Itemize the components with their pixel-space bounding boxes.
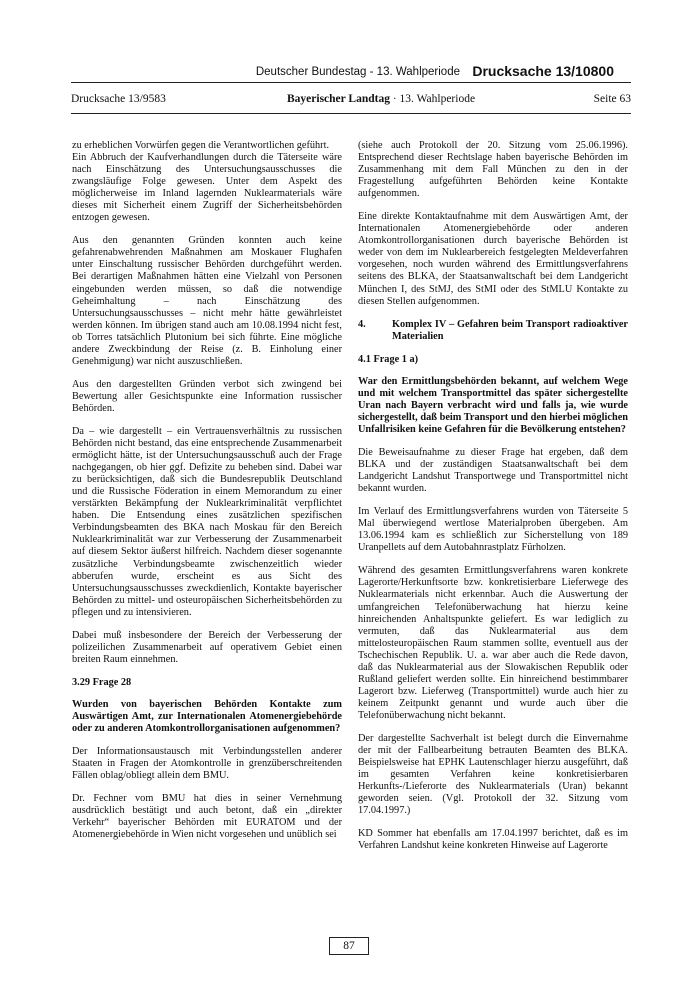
running-head-rule [71, 113, 631, 114]
running-head [71, 93, 631, 109]
paragraph: Im Verlauf des Ermittlungsverfahrens wurden von Täterseite 5 Mal überwiegend wertlose Materialproben übergeben. Am 13.06.1994 kam es schließlich zur Sicherstellung von 189 Uranpellets auf dem Autobahnrastplatz Fürholzen. [358, 506, 628, 554]
bundestag-header [0, 64, 700, 84]
paragraph: Aus den dargestellten Gründen verbot sich zwingend bei Bewertung aller Gesichtspunkte eine Information russischer Behörden. [72, 378, 342, 414]
paragraph: Eine direkte Kontaktaufnahme mit dem Auswärtigen Amt, der Internationalen Atomenergiebehörde oder anderen Atomkontrollorganisationen durch bayerische Behörden ist weder von dem im Nuklearbereich festgelegten Meldeverfahren vorgesehen, noch wurden während des Ermittlungsverfahrens seitens des BLKA, der Staatsanwaltschaft bei dem Landgericht München I, des StMJ, des StMI oder des StMLU Kontakte zu diesen Stellen aufgenommen. [358, 211, 628, 307]
chapter-title: Komplex IV – Gefahren beim Transport radioaktiver Materialien [392, 318, 628, 342]
running-head-landtag: Bayerischer Landtag [287, 93, 390, 105]
bundestag-title: Deutscher Bundestag - 13. Wahlperiode [255, 66, 460, 78]
paragraph: Da – wie dargestellt – ein Vertrauensverhältnis zu russischen Behörden nicht bestand, das eine entsprechende Zusammenarbeit ermöglicht hätte, ist der Untersuchungsausschuß auch der Frage nachgegangen, ob hier ggf. Defizite zu beheben sind. Dabei war zu berücksichtigen, daß sich die Bundesrepublik Deutschland und die Russische Föderation in einem Memorandum zu einer verstärkten Bekämpfung der Nuklearkriminalität verpflichtet haben. Die Entsendung eines zusätzlichen spezifischen Verbindungsbeamten des BKA nach Moskau für den Bereich Nuklearkriminalität war zur Verbesserung der Zusammenarbeit auf diesem Sektor äußerst hilfreich. Nachdem dieser sogenannte zusätzliche Verbindungsbeamte zwischenzeitlich wieder abberufen wurde, erscheint es aus Sicht des Untersuchungsausschusses zweckdienlich, Kontakte bayerischer Behörden zu mittel- und osteuropäischen Sicherheitsbehörden zu pflegen und zu intensivieren. [72, 425, 342, 618]
paragraph: KD Sommer hat ebenfalls am 17.04.1997 berichtet, daß es im Verfahren Landshut keine konkreten Hinweise auf Lagerorte [358, 828, 628, 852]
running-head-drucksache: Drucksache 13/9583 [71, 93, 166, 105]
paragraph: Der dargestellte Sachverhalt ist belegt durch die Einvernahme der mit der Fallbearbeitung betrauten Beamten des BLKA. Beispielsweise hat EPHK Lautenschlager hierzu ausgeführt, daß im gesamten Verfahren keine konkretisierbaren Herkunfts-/Lieferorte des Nuklearmaterials (Uran) bekannt geworden seien. (Vgl. Protokoll der 32. Sitzung vom 17.04.1997.) [358, 732, 628, 817]
section-heading: 3.29 Frage 28 [72, 676, 132, 688]
paragraph: Dr. Fechner vom BMU hat dies in seiner Vernehmung ausdrücklich bestätigt und auch betont, daß ein „direkter Verkehr“ bayerischer Behörden mit EURATOM und der Atomenergiebehörde in Wien nicht vorgesehen und unüblich sei [72, 793, 342, 841]
drucksache-number: Drucksache 13/10800 [472, 63, 614, 79]
left-column [72, 140, 342, 852]
question-text: War den Ermittlungsbehörden bekannt, auf welchem Wege und mit welchem Transportmittel das später sichergestellte Uran nach Bayern verbracht wird und falls ja, wie wurde sichergestellt, daß beim Transport und den hierbei möglichen Unfallrisiken keine Gefahren für die Bevölkerung entstehen? [358, 375, 628, 435]
paragraph: (siehe auch Protokoll der 20. Sitzung vom 25.06.1996). Entsprechend dieser Rechtslage haben bayerische Behörden im Zusammenhang mit dem Fall München zu den in der Fragestellung aufgeführten Behörden keine Kontakte aufgenommen. [358, 140, 628, 200]
running-head-page: Seite 63 [593, 93, 631, 105]
running-head-center [287, 93, 475, 105]
paragraph: Ein Abbruch der Kaufverhandlungen durch die Täterseite wäre nach Einschätzung des Untersuchungsausschusses die zwangsläufige Folge gewesen. Unter dem Aspekt des möglicherweise im Inland lagernden Nuklearmaterials wäre dieses mit Sicherheit einem Zugriff der Sicherheitsbehörden entzogen gewesen. [72, 152, 342, 224]
right-column [358, 140, 628, 863]
question-text: Wurden von bayerischen Behörden Kontakte zum Auswärtigen Amt, zur Internationalen Atomenergiebehörde oder zu anderen Atomkontrollorganisationen aufgenommen? [72, 698, 342, 735]
chapter-heading [358, 319, 628, 343]
chapter-number: 4. [358, 318, 366, 330]
paragraph: Die Beweisaufnahme zu dieser Frage hat ergeben, daß dem BLKA und der zuständigen Staatsanwaltschaft bei dem Landgericht Landshut Transportwege und Transportmittel nicht bekannt wurden. [358, 446, 628, 495]
paragraph: Während des gesamten Ermittlungsverfahrens waren konkrete Lagerorte/Herkunftsorte bzw. konkretisierbare Lieferwege des Nuklearmaterials nicht erkennbar. Auch die Auswertung der umfangreichen Telefonüberwachung hat hierzu keine hinreichenden Anhaltspunkte geliefert. Es war lediglich zu vermuten, daß das Nuklearmaterial aus dem mittelosteuropäischen Raum stammen sollte, eventuell aus der Tschechischen Republik. U. a. war aber auch die Rede davon, daß das Nuklearmaterial aus der Slowakischen Republik oder Rußland geliefert werden sollte. Ein hinreichend bestimmbarer Lagerort bzw. Lieferweg (Transportmittel) wurde auch hier zu keinem Zeitpunkt genannt und wurde auch über die Telefonüberwachung nicht bekannt. [358, 565, 628, 721]
header-rule [71, 82, 631, 83]
section-heading: 4.1 Frage 1 a) [358, 353, 419, 365]
paragraph: zu erheblichen Vorwürfen gegen die Verantwortlichen geführt. [72, 140, 330, 151]
running-head-period: · 13. Wahlperiode [392, 93, 476, 105]
page-number: 87 [329, 937, 369, 955]
paragraph: Aus den genannten Gründen konnten auch keine gefahrenabwehrenden Maßnahmen am Moskauer Flughafen unter Einschaltung russischer Behörden durchgeführt werden. Bei derartigen Maßnahmen hätten eine Vielzahl von Personen eingebunden werden müssen, so daß die notwendige Geheimhaltung – nach Einschätzung des Untersuchungsausschusses – nicht mehr hätte gewährleistet werden können. Im übrigen stand auch am 10.08.1994 nicht fest, ob Torres tatsächlich Plutonium bei sich führte. Eine mögliche andere Zweckbindung der Reise (z. B. Einholung einer Genehmigung) war nicht auszuschließen. [72, 235, 342, 367]
paragraph: Dabei muß insbesondere der Bereich der Verbesserung der polizeilichen Zusammenarbeit auf operativem Gebiet einen breiten Raum einnehmen. [72, 629, 342, 665]
paragraph: Der Informationsaustausch mit Verbindungsstellen anderer Staaten in Fragen der Atomkontrolle in grenzüberschreitenden Fällen oblag/obliegt allein dem BMU. [72, 746, 342, 782]
